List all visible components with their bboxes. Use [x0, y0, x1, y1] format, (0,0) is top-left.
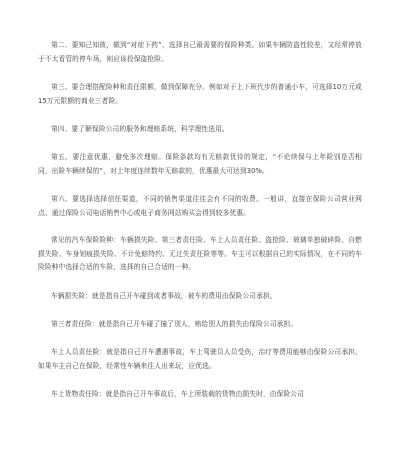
paragraph-tip-6: 第六、要选择选择信任渠道，不同的销售渠道往往会有不同的收费。一般讲，直接在保险公司营业网点、通过保险公司电话销售中心或电子商务网站购买会得到较多优惠。: [38, 195, 362, 217]
paragraph-common-types: 常见的汽车保险险种：车辆损失险、第三者责任险、车上人员责任险、盗抢险、玻璃单独破碎险、自燃损失险、车身划痕损失险、不计免赔特约、无过失责任险等等。车主可以根据自己的实际情况，在不同的车险险种中选择合适的车险，选择的自己合适的一种。: [38, 236, 362, 272]
paragraph-tip-4: 第四、要了解保险公司的服务和理赔系统，科学理性选用。: [51, 125, 229, 133]
paragraph-tip-2: 第二、要知己知彼，做到“对症下药”，选择自己最需要的保险种类。如果车辆防盗性较差，又经常停放于不太看管的停车场，则应该投保盗抢险。: [38, 41, 362, 63]
paragraph-passenger: 车上人员责任险：就是指自己开车遭遇事故，车上驾驶员人员受伤，治疗等费用能够由保险公司承担。如果车主自己在保险，经常性车辆来往人出来玩，应优选。: [38, 347, 362, 370]
paragraph-cargo: 车上货物责任险：就是指自己开车事故后，车上所装载的货物由损失时，由保险公司: [51, 389, 304, 398]
paragraph-third-party: 第三者责任险：就是指自己开车碰了撞了别人，赔给别人的损失由保险公司承担。: [51, 319, 298, 328]
paragraph-tip-3: 第三、要合理搭配险种和责任限额，做到保障充分。例如对于上下班代步的普通小车，可选择10万元或15万元限额的商业三者险。: [38, 83, 362, 105]
paragraph-tip-5: 第五、要注意优惠，避免多次理赔。保险条款均有无赔款优待的规定，“不论续保与上年险别是否相同，出险车辆续保的”，对上年度连续数年无赔款的，优惠最大可达到30%。: [38, 153, 362, 175]
paragraph-vehicle-damage: 车辆损失险：就是指自己开车碰到或者事故，被车的费用由保险公司承担。: [51, 291, 277, 300]
